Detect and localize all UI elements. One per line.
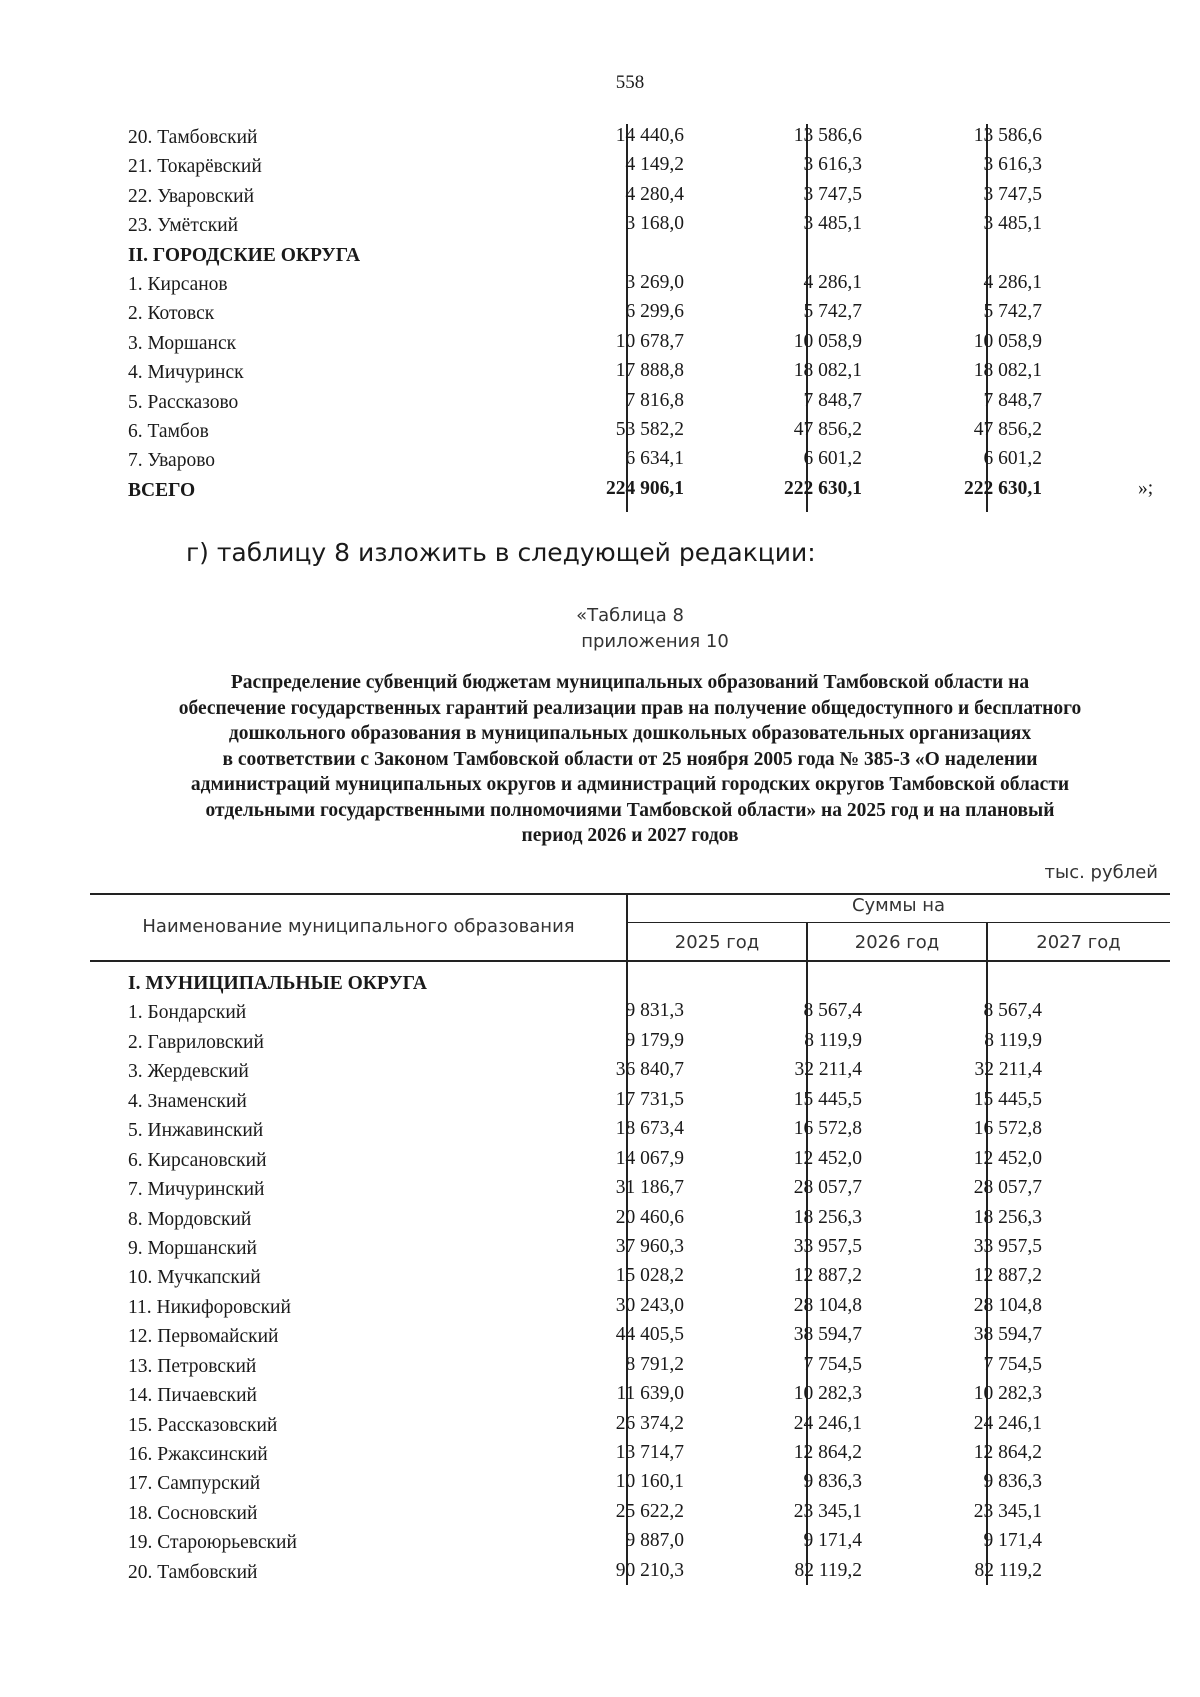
cell-v2027: 3 485,1 [983, 213, 1042, 235]
cell-v2026: 9 836,3 [803, 1471, 862, 1493]
table-row [128, 389, 1138, 418]
row-name: 1. Кирсанов [128, 273, 228, 295]
row-name: 23. Умётский [128, 215, 239, 237]
cell-v2027: 23 345,1 [973, 1500, 1042, 1522]
cell-v2027: 15 445,5 [973, 1088, 1042, 1110]
cell-v2025: 10 678,7 [615, 330, 684, 352]
cell-v2026: 15 445,5 [793, 1088, 862, 1110]
cell-v2026: 3 747,5 [803, 183, 862, 205]
cell-v2026: 16 572,8 [793, 1118, 862, 1140]
cell-v2027: 28 057,7 [973, 1177, 1042, 1199]
cell-v2026: 8 119,9 [804, 1029, 862, 1051]
cell-v2025: 13 714,7 [615, 1442, 684, 1463]
table-title [80, 670, 1180, 849]
cell-v2025: 6 634,1 [625, 448, 684, 470]
table-row [128, 1500, 1138, 1529]
table-row [128, 1323, 1138, 1352]
cell-v2025: 14 440,6 [615, 125, 684, 146]
cell-v2025: 4 149,2 [625, 154, 684, 176]
table-row [128, 1088, 1138, 1117]
cell-v2027: 3 747,5 [983, 183, 1042, 205]
table-caption-sub: приложения 10 [581, 631, 729, 652]
table-row [128, 1470, 1138, 1499]
row-name: 3. Моршанск [128, 332, 237, 354]
cell-v2025: 3 168,0 [625, 213, 684, 235]
header-bottom-rule [90, 960, 1170, 962]
table-row [128, 418, 1138, 447]
cell-v2027: 33 957,5 [973, 1235, 1042, 1257]
row-name: 21. Токарёвский [128, 156, 262, 178]
cell-v2026: 4 286,1 [803, 271, 862, 293]
cell-v2026: 18 256,3 [793, 1206, 862, 1228]
table-row [128, 271, 1138, 300]
continuation-table [128, 124, 1154, 506]
table-row [128, 124, 1138, 153]
cell-v2027: 222 630,1 [964, 477, 1042, 499]
row-name: ВСЕГО [128, 479, 196, 501]
table-row [128, 1559, 1138, 1588]
table-row [128, 1058, 1138, 1087]
row-name: 2. Котовск [128, 303, 215, 325]
table-row [128, 153, 1138, 182]
row-name: 9. Моршанский [128, 1237, 257, 1259]
header-sums: Суммы на [851, 895, 946, 916]
title-line: период 2026 и 2027 годов [521, 825, 739, 846]
table-row [128, 330, 1138, 359]
cell-v2027: 18 082,1 [973, 360, 1042, 382]
table-row [128, 183, 1138, 212]
cell-v2025: 17 888,8 [615, 360, 684, 382]
row-name: 17. Сампурский [128, 1473, 261, 1495]
title-line: в соответствии с Законом Тамбовской области от 25 ноября 2005 года № 385-З «О наделении [222, 748, 1038, 770]
cell-v2025: 8 791,2 [625, 1353, 684, 1375]
row-name: 11. Никифоровский [128, 1296, 291, 1318]
cell-v2025: 31 186,7 [615, 1177, 684, 1199]
cell-v2026: 32 211,4 [794, 1059, 862, 1081]
table-row [128, 242, 1138, 271]
header-2027: 2027 год [1036, 932, 1121, 953]
cell-v2026: 9 171,4 [803, 1530, 862, 1552]
row-name: 15. Рассказовский [128, 1414, 278, 1436]
title-line: дошкольного образования в муниципальных дошкольных образовательных организациях [228, 723, 1032, 744]
cell-v2026: 28 057,7 [793, 1177, 862, 1199]
cell-v2025: 9 179,9 [625, 1029, 684, 1051]
header-2026: 2026 год [854, 932, 940, 953]
row-name: 18. Сосновский [128, 1502, 258, 1524]
cell-v2026: 5 742,7 [803, 301, 862, 323]
cell-v2025: 10 160,1 [615, 1471, 684, 1493]
cell-v2026: 3 485,1 [803, 213, 862, 235]
cell-v2027: 3 616,3 [983, 154, 1042, 176]
cell-v2027: 8 567,4 [983, 1000, 1042, 1022]
cell-v2027: 16 572,8 [973, 1118, 1042, 1140]
cell-v2026: 23 345,1 [793, 1500, 862, 1522]
row-name: 8. Мордовский [128, 1208, 252, 1230]
cell-v2025: 3 269,0 [625, 271, 684, 293]
cell-v2025: 18 673,4 [615, 1118, 684, 1140]
cell-v2027: 38 594,7 [973, 1324, 1042, 1346]
title-line: отдельными государственными полномочиями Тамбовской области» на 2025 год и на плановый [205, 799, 1055, 821]
cell-v2025: 11 639,0 [616, 1383, 684, 1405]
table-row [128, 1294, 1138, 1323]
cell-v2025: 4 280,4 [625, 183, 684, 205]
cell-v2027: 12 864,2 [973, 1442, 1042, 1463]
row-name: 19. Староюрьевский [128, 1532, 297, 1554]
cell-v2025: 224 906,1 [606, 477, 684, 499]
cell-v2026: 24 246,1 [793, 1412, 862, 1434]
cell-v2027: 9 171,4 [983, 1530, 1042, 1552]
row-name: 20. Тамбовский [128, 127, 258, 148]
cell-v2027: 7 754,5 [983, 1353, 1042, 1375]
header-rule [627, 922, 1170, 923]
cell-v2026: 10 058,9 [793, 330, 862, 352]
row-name: 6. Тамбов [128, 420, 209, 442]
cell-v2027: 18 256,3 [973, 1206, 1042, 1228]
table-row [128, 212, 1138, 241]
table-row [128, 999, 1138, 1028]
row-name: 4. Знаменский [128, 1090, 247, 1112]
cell-v2027: 8 119,9 [984, 1029, 1042, 1051]
table-8 [128, 970, 1138, 1588]
cell-v2027: 12 887,2 [973, 1265, 1042, 1287]
table-row [128, 1441, 1138, 1470]
title-line: администраций муниципальных округов и администраций городских округов Тамбовской области [190, 774, 1070, 795]
cell-v2026: 7 848,7 [803, 389, 862, 411]
cell-v2026: 12 864,2 [793, 1442, 862, 1463]
cell-v2027: 7 848,7 [983, 389, 1042, 411]
cell-v2026: 3 616,3 [803, 154, 862, 176]
cell-v2026: 222 630,1 [784, 477, 862, 499]
row-name: 14. Пичаевский [128, 1385, 257, 1407]
cell-v2026: 47 856,2 [793, 418, 862, 440]
cell-v2025: 44 405,5 [615, 1324, 684, 1346]
cell-v2026: 38 594,7 [793, 1324, 862, 1346]
cell-v2027: 9 836,3 [983, 1471, 1042, 1493]
table-row [128, 1206, 1138, 1235]
instruction-text: г) таблицу 8 изложить в следующей редакции: [186, 538, 816, 567]
row-name: 7. Уварово [128, 450, 216, 472]
row-name: 20. Тамбовский [128, 1561, 258, 1583]
cell-v2025: 53 582,2 [615, 418, 684, 440]
row-name: 2. Гавриловский [128, 1031, 264, 1053]
cell-v2025: 14 067,9 [615, 1147, 684, 1169]
cell-v2026: 6 601,2 [803, 448, 862, 470]
title-line: обеспечение государственных гарантий реализации прав на получение общедоступного и бесплатного [178, 697, 1082, 719]
row-name: 3. Жердевский [128, 1061, 249, 1083]
units-label: тыс. рублей [1044, 862, 1158, 883]
cell-v2027: 6 601,2 [983, 448, 1042, 470]
closing-quote: »; [1138, 477, 1154, 499]
cell-v2026: 82 119,2 [794, 1559, 862, 1581]
row-name: I. МУНИЦИПАЛЬНЫЕ ОКРУГА [128, 973, 428, 994]
row-name: 6. Кирсановский [128, 1149, 267, 1171]
row-name: 12. Первомайский [128, 1326, 279, 1348]
cell-v2025: 26 374,2 [615, 1412, 684, 1434]
cell-v2025: 17 731,5 [615, 1088, 684, 1110]
row-name: 22. Уваровский [128, 185, 255, 207]
row-name: 4. Мичуринск [128, 362, 244, 384]
table-row [128, 1382, 1138, 1411]
cell-v2027: 82 119,2 [974, 1559, 1042, 1581]
table-row [128, 477, 1154, 506]
row-name: 10. Мучкапский [128, 1267, 261, 1289]
page-number: 558 [615, 72, 645, 93]
cell-v2025: 6 299,6 [625, 301, 684, 323]
row-name: 16. Ржаксинский [128, 1444, 268, 1465]
cell-v2026: 12 887,2 [793, 1265, 862, 1287]
cell-v2027: 47 856,2 [973, 418, 1042, 440]
cell-v2025: 37 960,3 [615, 1235, 684, 1257]
table-row [128, 1353, 1138, 1382]
cell-v2025: 7 816,8 [625, 389, 684, 411]
table-row [128, 1117, 1138, 1146]
table-caption: «Таблица 8 [576, 605, 684, 626]
row-name: 7. Мичуринский [128, 1179, 265, 1201]
table-row [128, 970, 1138, 999]
table-row [128, 1176, 1138, 1205]
cell-v2026: 10 282,3 [793, 1383, 862, 1405]
table-row [128, 1029, 1138, 1058]
table-row [128, 1264, 1138, 1293]
row-name: 13. Петровский [128, 1355, 257, 1377]
cell-v2025: 36 840,7 [615, 1059, 684, 1081]
cell-v2026: 33 957,5 [793, 1235, 862, 1257]
row-name: II. ГОРОДСКИЕ ОКРУГА [128, 244, 361, 266]
table-row [128, 1412, 1138, 1441]
cell-v2027: 32 211,4 [974, 1059, 1042, 1081]
cell-v2027: 5 742,7 [983, 301, 1042, 323]
table-row [128, 300, 1138, 329]
row-name: 1. Бондарский [128, 1002, 247, 1024]
cell-v2025: 9 887,0 [625, 1530, 684, 1552]
cell-v2026: 7 754,5 [803, 1353, 862, 1375]
cell-v2027: 12 452,0 [973, 1147, 1042, 1169]
header-2025: 2025 год [674, 932, 760, 953]
cell-v2027: 4 286,1 [983, 271, 1042, 293]
table-row [128, 1147, 1138, 1176]
cell-v2026: 8 567,4 [803, 1000, 862, 1022]
cell-v2027: 24 246,1 [973, 1412, 1042, 1434]
cell-v2026: 18 082,1 [793, 360, 862, 382]
table-row [128, 447, 1138, 476]
cell-v2025: 25 622,2 [615, 1500, 684, 1522]
table-row [128, 1235, 1138, 1264]
row-name: 5. Инжавинский [128, 1120, 264, 1142]
cell-v2026: 13 586,6 [793, 125, 862, 146]
cell-v2025: 15 028,2 [615, 1265, 684, 1287]
cell-v2025: 9 831,3 [625, 1000, 684, 1022]
row-name: 5. Рассказово [128, 391, 239, 413]
cell-v2027: 28 104,8 [973, 1294, 1042, 1316]
cell-v2027: 10 282,3 [973, 1383, 1042, 1405]
table-row [128, 1529, 1138, 1558]
cell-v2025: 30 243,0 [615, 1294, 684, 1316]
header-name-column: Наименование муниципального образования [142, 916, 575, 937]
cell-v2025: 90 210,3 [615, 1559, 684, 1581]
cell-v2026: 28 104,8 [793, 1294, 862, 1316]
cell-v2027: 10 058,9 [973, 330, 1042, 352]
title-line: Распределение субвенций бюджетам муниципальных образований Тамбовской области на [230, 672, 1030, 693]
cell-v2025: 20 460,6 [615, 1206, 684, 1228]
table-row [128, 359, 1138, 388]
cell-v2027: 13 586,6 [973, 125, 1042, 146]
cell-v2026: 12 452,0 [793, 1147, 862, 1169]
